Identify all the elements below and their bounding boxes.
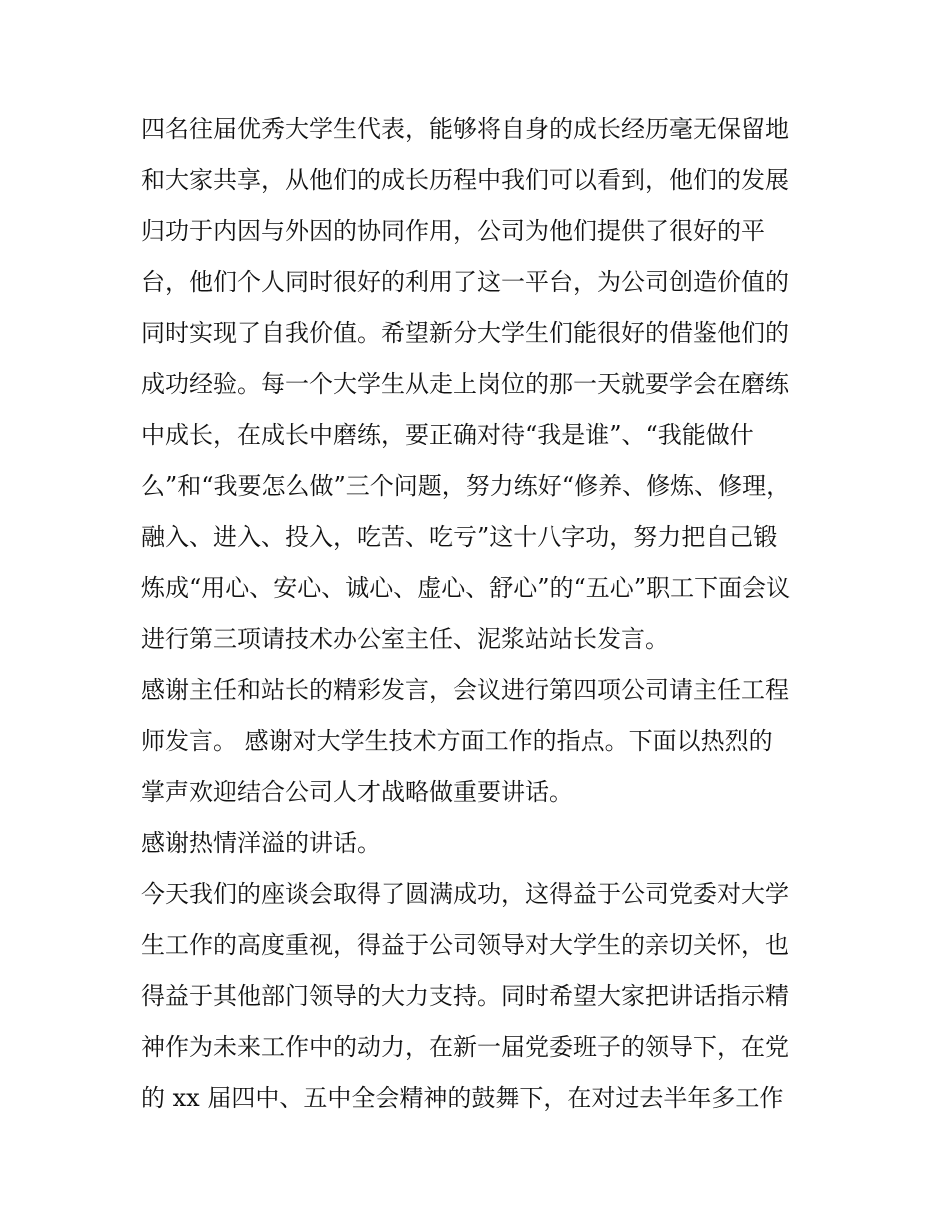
text-line: 今天我们的座谈会取得了圆满成功，这得益于公司党委对大学 xyxy=(141,880,789,908)
text-line: 炼成“用心、安心、诚心、虚心、舒心”的“五心”职工下面会议 xyxy=(141,574,791,602)
text-line: 神作为未来工作中的动力，在新一届党委班子的领导下，在党 xyxy=(141,1033,789,1061)
text-line: 进行第三项请技术办公室主任、泥浆站站长发言。 xyxy=(141,625,669,653)
text-line: 四名往届优秀大学生代表，能够将自身的成长经历毫无保留地 xyxy=(141,115,789,143)
text-line: 感谢热情洋溢的讲话。 xyxy=(141,829,381,857)
text-line: 生工作的高度重视，得益于公司领导对大学生的亲切关怀，也 xyxy=(141,931,789,959)
text-line: 么”和“我要怎么做”三个问题，努力练好“修养、修炼、修理， xyxy=(141,472,791,500)
text-line: 台，他们个人同时很好的利用了这一平台，为公司创造价值的 xyxy=(141,268,789,296)
text-line: 同时实现了自我价值。希望新分大学生们能很好的借鉴他们的 xyxy=(141,319,789,347)
text-line: 和大家共享，从他们的成长历程中我们可以看到，他们的发展 xyxy=(141,166,789,194)
text-line: 师发言。 感谢对大学生技术方面工作的指点。下面以热烈的 xyxy=(141,727,773,755)
text-line: 归功于内因与外因的协同作用，公司为他们提供了很好的平 xyxy=(141,217,765,245)
text-line: 得益于其他部门领导的大力支持。同时希望大家把讲话指示精 xyxy=(141,982,789,1010)
text-line: 掌声欢迎结合公司人才战略做重要讲话。 xyxy=(141,778,573,806)
text-line: 融入、进入、投入，吃苦、吃亏”这十八字功，努力把自己锻 xyxy=(141,523,778,551)
text-line: 的 xx 届四中、五中全会精神的鼓舞下，在对过去半年多工作 xyxy=(141,1084,784,1112)
text-line: 成功经验。每一个大学生从走上岗位的那一天就要学会在磨练 xyxy=(141,370,789,398)
document-body xyxy=(141,104,813,1124)
text-line: 感谢主任和站长的精彩发言，会议进行第四项公司请主任工程 xyxy=(141,676,789,704)
text-line: 中成长，在成长中磨练，要正确对待“我是谁”、“我能做什 xyxy=(141,421,754,449)
